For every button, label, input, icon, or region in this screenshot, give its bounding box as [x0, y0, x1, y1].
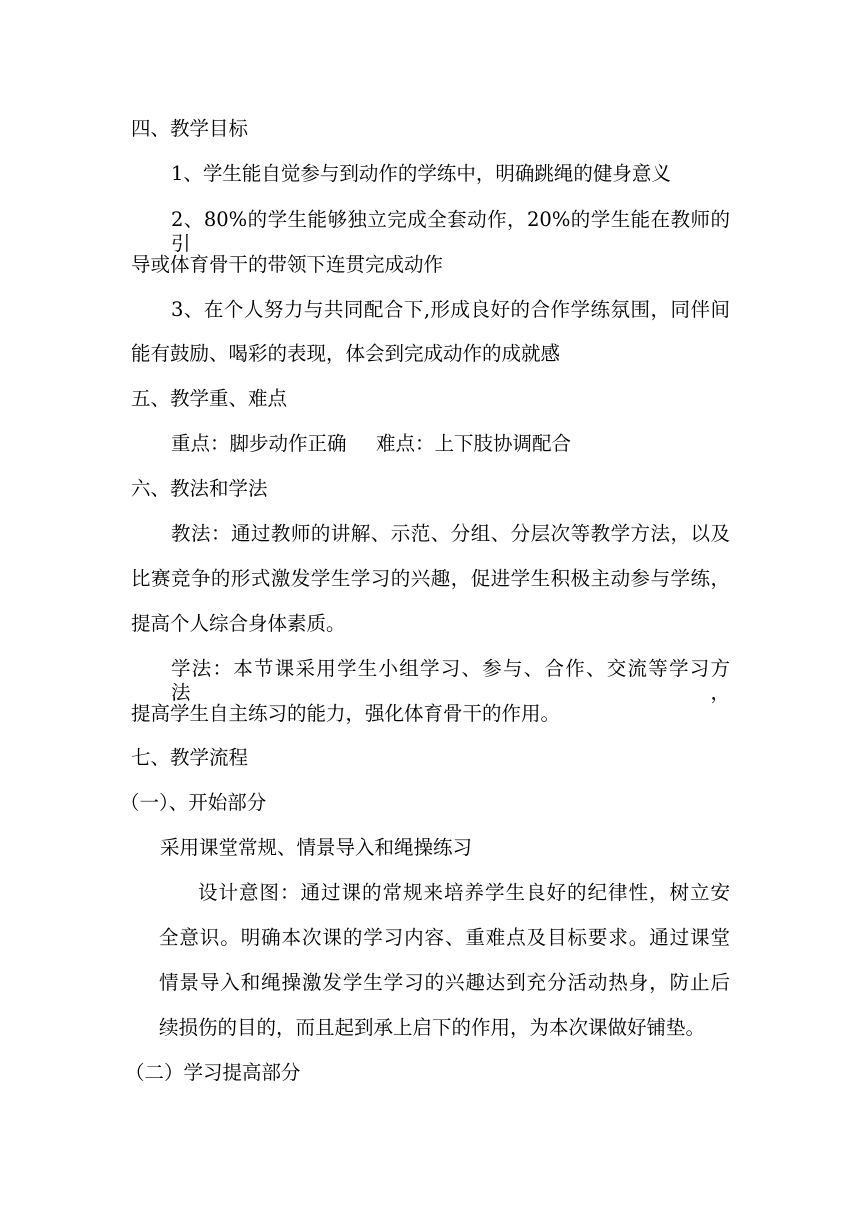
part-1-text: 采用课堂常规、情景导入和绳操练习	[160, 836, 473, 859]
learning-method-line-2: 提高学生自主练习的能力，强化体育骨干的作用。	[131, 702, 561, 725]
goal-item-1: 1、学生能自觉参与到动作的学练中，明确跳绳的健身意义	[171, 162, 671, 185]
design-intent-line-1: 设计意图：通过课的常规来培养学生良好的纪律性，树立安	[198, 881, 730, 904]
part-1-heading: （一）、开始部分	[120, 791, 267, 814]
section-heading-process: 七、教学流程	[131, 746, 249, 769]
design-intent-line-2: 全意识。明确本次课的学习内容、重难点及目标要求。通过课堂	[159, 926, 730, 949]
teaching-method-line-1: 教法：通过教师的讲解、示范、分组、分层次等教学方法，以及	[171, 522, 730, 545]
design-intent-line-3: 情景导入和绳操激发学生学习的兴趣达到充分活动热身，防止后	[159, 971, 730, 994]
part-2-heading: （二）学习提高部分	[125, 1061, 301, 1084]
section-heading-goals: 四、教学目标	[131, 117, 249, 140]
goal-item-3-line-1: 3、在个人努力与共同配合下,形成良好的合作学练氛围，同伴间	[171, 298, 730, 321]
teaching-method-line-2: 比赛竞争的形式激发学生学习的兴趣，促进学生积极主动参与学练，	[131, 567, 730, 590]
goal-item-2-line-1: 2、80%的学生能够独立完成全套动作，20%的学生能在教师的引	[171, 208, 730, 255]
section-heading-methods: 六、教法和学法	[131, 477, 268, 500]
goal-item-2-line-2: 导或体育骨干的带领下连贯完成动作	[131, 253, 444, 276]
teaching-method-line-3: 提高个人综合身体素质。	[131, 612, 346, 635]
difficulty-text: 难点：上下肢协调配合	[376, 432, 572, 455]
section-heading-key-points: 五、教学重、难点	[131, 387, 288, 410]
goal-item-3-line-2: 能有鼓励、喝彩的表现，体会到完成动作的成就感	[131, 342, 561, 365]
learning-method-line-1: 学法：本节课采用学生小组学习、参与、合作、交流等学习方法，	[171, 657, 730, 704]
key-point-text: 重点：脚步动作正确	[171, 432, 347, 455]
design-intent-line-4: 续损伤的目的，而且起到承上启下的作用，为本次课做好铺垫。	[159, 1016, 706, 1039]
